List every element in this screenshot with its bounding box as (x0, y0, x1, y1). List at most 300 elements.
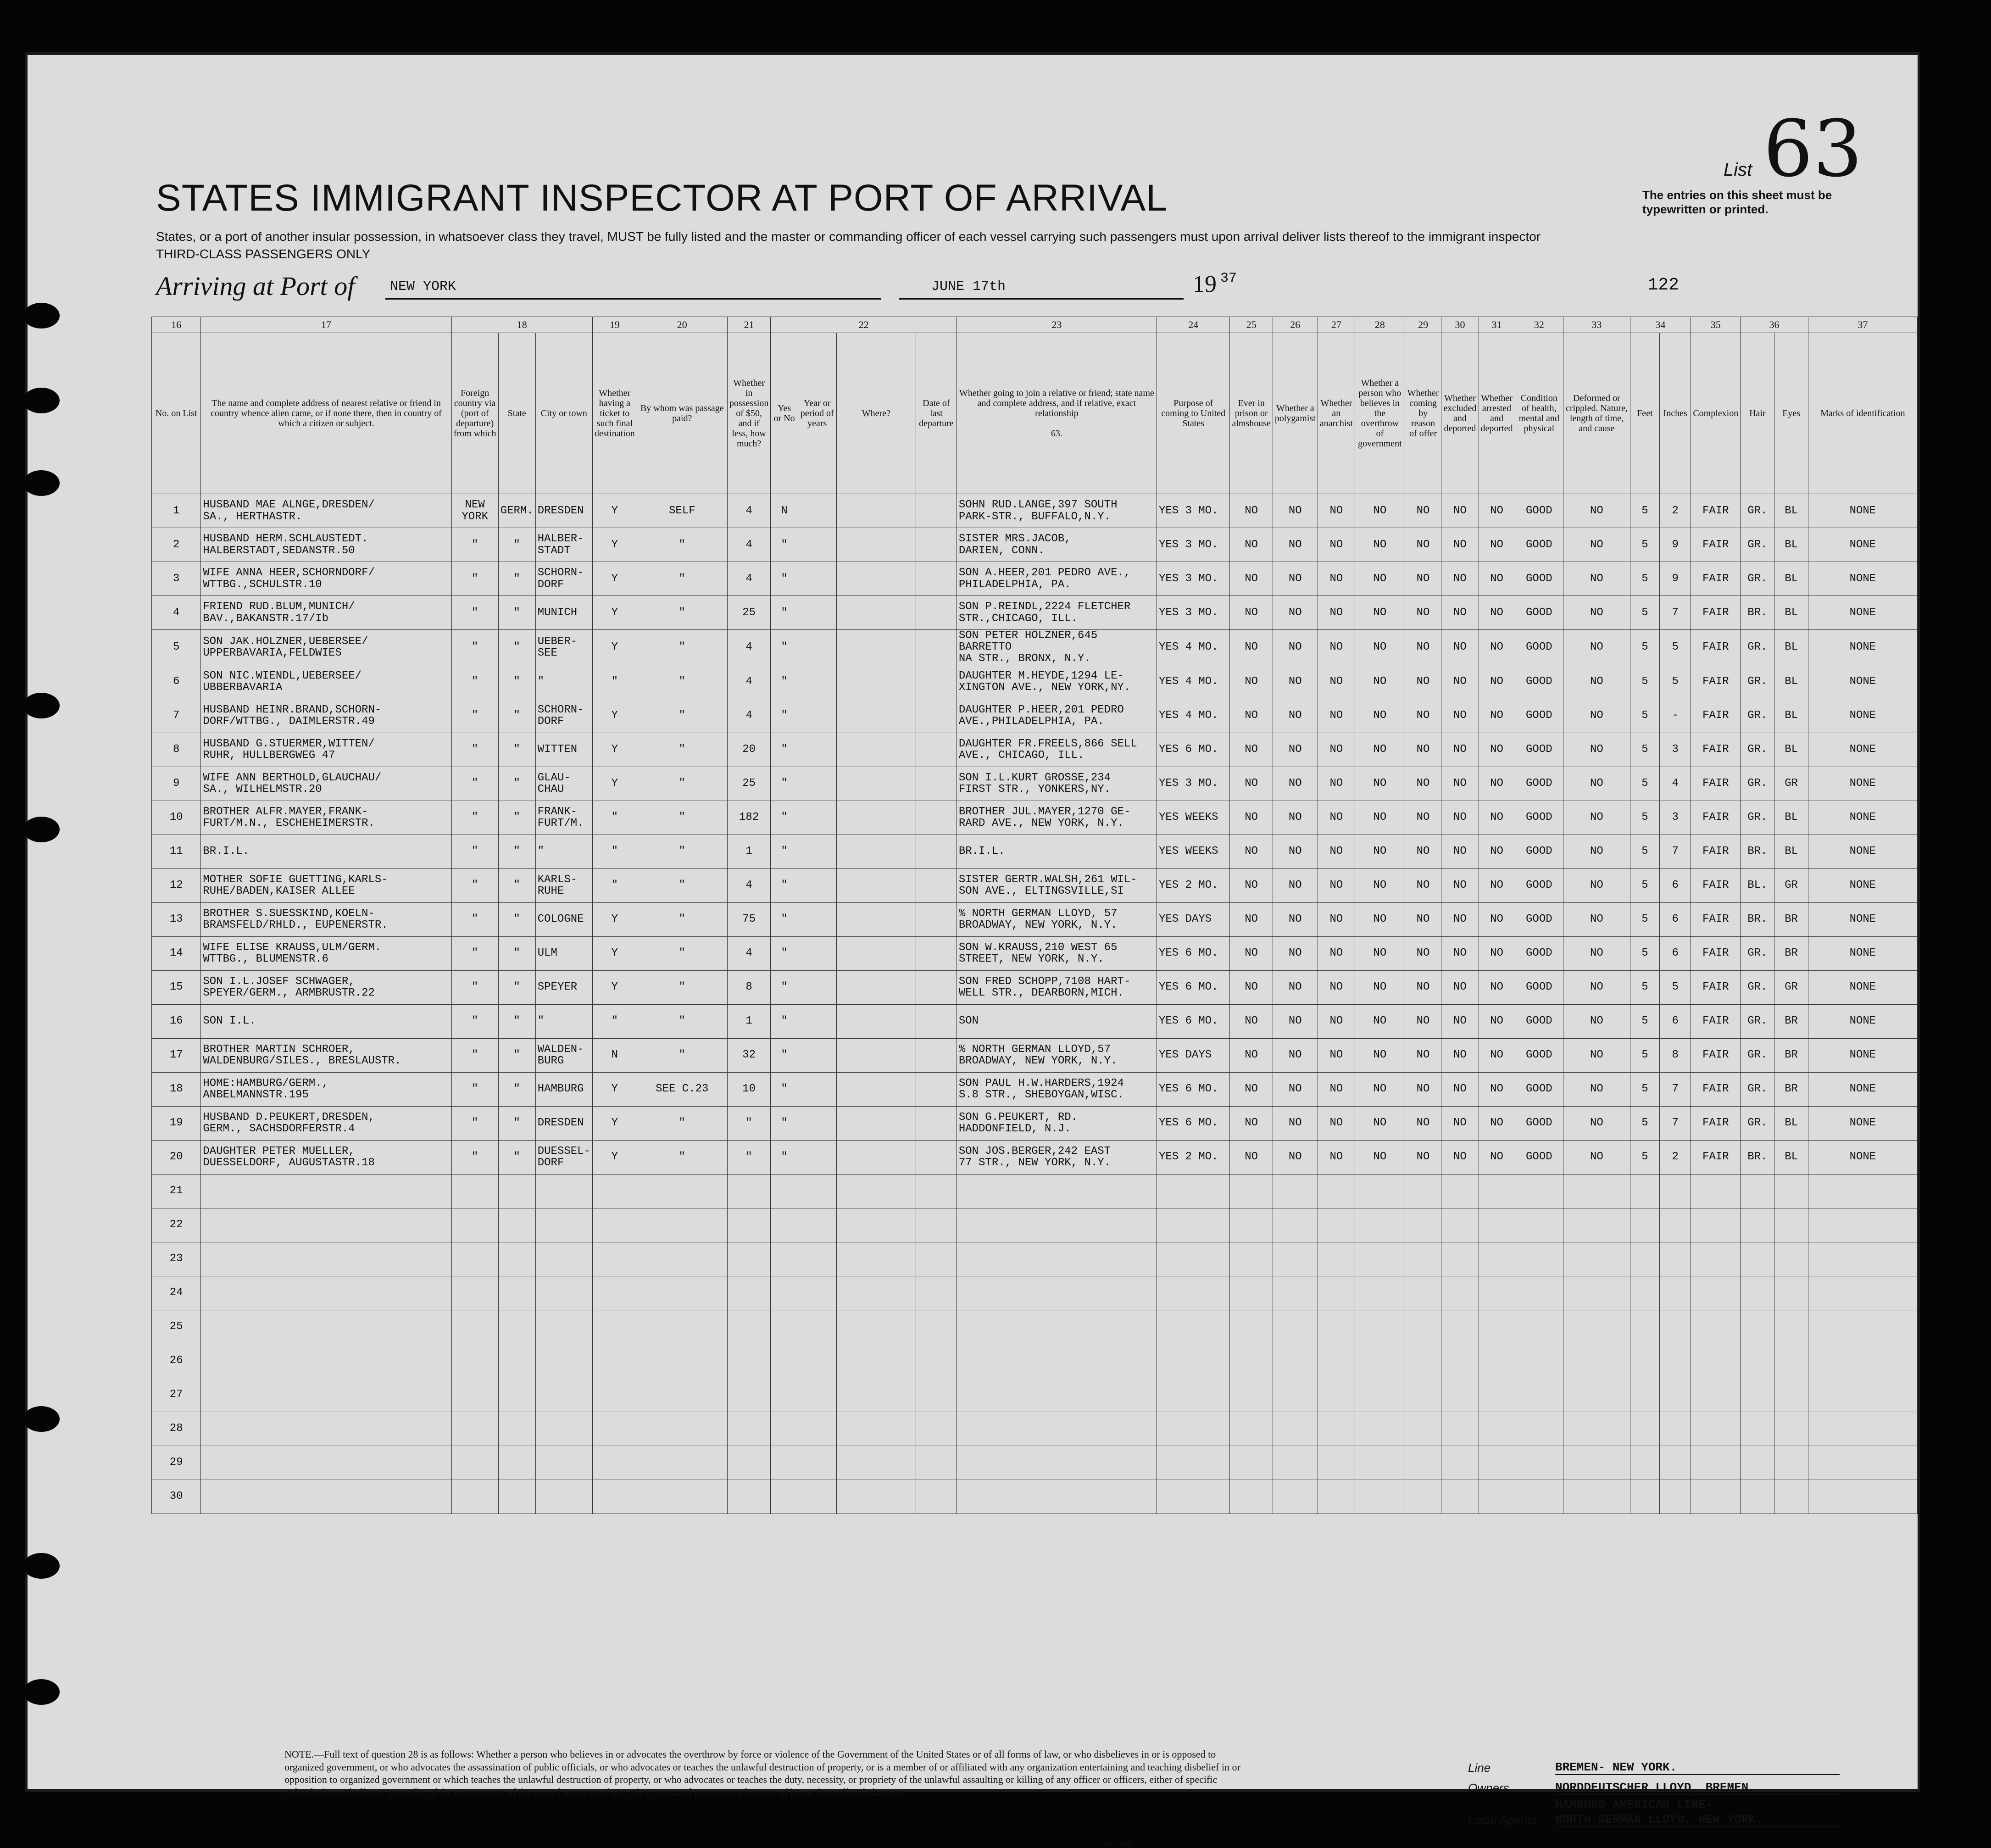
cell-v27: NO (1318, 1072, 1355, 1106)
header-foreign-country: Foreign country via (port of departure) from which (451, 333, 498, 494)
header-arrested: Whether arrested and deported (1479, 333, 1515, 494)
list-number-box (1642, 104, 1863, 217)
cell-empty (1441, 1344, 1479, 1378)
footnote-question-28: NOTE.—Full text of question 28 is as follows: Whether a person who believes in or advocates the overthrow by force or violence of the Government of the United States or of all forms of law, or who disbelieves in or is opposed to organized government, or who advocates the assassination of public officials, or who advocates or teaches the unlawful destruction of property, or is a member of or affiliated with any organization entertaining and teaching disbelief in or opposition to organized government or which teaches the unlawful destruction of property, or who advocates or teaches the duty, necessity, or propriety of the unlawful assaulting or killing of any officer or officers, either of specific individuals or of officers generally, of the Government of the United States or of any other organized government because of his or their official character. (284, 1748, 1240, 1798)
cell-empty (1563, 1412, 1630, 1446)
cell-empty (592, 1344, 637, 1378)
cell-paid: " (637, 562, 727, 596)
cell-empty (535, 1310, 592, 1344)
cell-empty (1563, 1480, 1630, 1514)
cell-no: 14 (152, 936, 201, 970)
table-row (152, 1004, 1918, 1038)
cell-empty (798, 528, 836, 562)
cell-ticket: Y (592, 562, 637, 596)
cell-empty (201, 1344, 451, 1378)
cell-eyes: GR (1774, 868, 1808, 902)
colnum: 16 (152, 317, 201, 333)
cell-v31: NO (1479, 801, 1515, 835)
colnum: 34 (1630, 317, 1691, 333)
cell-inches: 2 (1660, 494, 1691, 528)
cell-no: 5 (152, 630, 201, 665)
cell-city: SCHORN- DORF (535, 699, 592, 733)
table-row-empty (152, 1412, 1918, 1446)
year-suffix: 37 (1220, 271, 1237, 286)
cell-before: " (771, 733, 798, 767)
cell-empty (498, 1242, 535, 1276)
colnum: 25 (1230, 317, 1273, 333)
cell-empty (836, 970, 916, 1004)
cell-empty (1691, 1174, 1741, 1208)
cell-no: 12 (152, 868, 201, 902)
cell-no: 28 (152, 1412, 201, 1446)
cell-empty (836, 1004, 916, 1038)
cell-money: 4 (727, 665, 771, 699)
cell-empty (1441, 1412, 1479, 1446)
cell-empty (798, 936, 836, 970)
cell-no: 22 (152, 1208, 201, 1242)
cell-complexion: FAIR (1691, 1106, 1741, 1140)
cell-v26: NO (1273, 630, 1318, 665)
cell-city: " (535, 665, 592, 699)
header-prison: Ever in prison or almshouse (1230, 333, 1273, 494)
colnum: 23 (957, 317, 1157, 333)
cell-empty (1630, 1242, 1659, 1276)
cell-empty (916, 1344, 957, 1378)
cell-empty (1355, 1208, 1405, 1242)
cell-empty (1741, 1310, 1774, 1344)
cell-foreign: " (451, 1004, 498, 1038)
manifest-rows (152, 494, 1918, 1514)
cell-joining: % NORTH GERMAN LLOYD, 57 BROADWAY, NEW YORK, N.Y. (957, 902, 1157, 936)
cell-empty (1318, 1310, 1355, 1344)
cell-v25: NO (1230, 733, 1273, 767)
cell-empty (1741, 1412, 1774, 1446)
table-row-empty (152, 1344, 1918, 1378)
cell-empty (916, 733, 957, 767)
cell-joining: SISTER GERTR.WALSH,261 WIL- SON AVE., ELTINGSVILLE,SI (957, 868, 1157, 902)
cell-v31: NO (1479, 630, 1515, 665)
cell-v28: NO (1355, 1140, 1405, 1174)
cell-empty (1515, 1208, 1563, 1242)
cell-empty (916, 1004, 957, 1038)
cell-relative: BR.I.L. (201, 835, 451, 868)
cell-relative: WIFE ANN BERTHOLD,GLAUCHAU/ SA., WILHELMSTR.20 (201, 767, 451, 801)
table-row (152, 1038, 1918, 1072)
table-row-empty (152, 1276, 1918, 1310)
cell-v25: NO (1230, 936, 1273, 970)
cell-v25: NO (1230, 1140, 1273, 1174)
cell-purpose: YES 4 MO. (1157, 630, 1229, 665)
cell-no: 2 (152, 528, 201, 562)
cell-empty (1563, 1276, 1630, 1310)
cell-joining: SON P.REINDL,2224 FLETCHER STR.,CHICAGO, ILL. (957, 596, 1157, 630)
table-row (152, 596, 1918, 630)
cell-empty (1808, 1480, 1917, 1514)
cell-empty (498, 1208, 535, 1242)
cell-deformed: NO (1563, 733, 1630, 767)
cell-hair: BR. (1741, 596, 1774, 630)
cell-v30: NO (1441, 494, 1479, 528)
cell-joining: BROTHER JUL.MAYER,1270 GE- RARD AVE., NEW YORK, N.Y. (957, 801, 1157, 835)
binder-hole (23, 303, 60, 328)
cell-empty (1660, 1242, 1691, 1276)
cell-purpose: YES WEEKS (1157, 835, 1229, 868)
cell-v25: NO (1230, 665, 1273, 699)
colnum: 30 (1441, 317, 1479, 333)
cell-money: 4 (727, 936, 771, 970)
cell-empty (592, 1378, 637, 1412)
cell-v29: NO (1405, 528, 1441, 562)
cell-feet: 5 (1630, 733, 1659, 767)
cell-empty (798, 1072, 836, 1106)
header-deformed: Deformed or crippled. Nature, length of time, and cause (1563, 333, 1630, 494)
cell-empty (637, 1412, 727, 1446)
cell-empty (836, 1208, 916, 1242)
cell-empty (1660, 1412, 1691, 1446)
cell-empty (798, 835, 836, 868)
cell-complexion: FAIR (1691, 733, 1741, 767)
header-before-date: Date of last departure (916, 333, 957, 494)
cell-empty (727, 1208, 771, 1242)
cell-v25: NO (1230, 902, 1273, 936)
cell-empty (1273, 1344, 1318, 1378)
cell-empty (1630, 1480, 1659, 1514)
cell-empty (592, 1446, 637, 1480)
cell-before: " (771, 1072, 798, 1106)
cell-empty (1479, 1174, 1515, 1208)
cell-v26: NO (1273, 868, 1318, 902)
cell-v26: NO (1273, 1106, 1318, 1140)
cell-health: GOOD (1515, 1106, 1563, 1140)
table-row (152, 902, 1918, 936)
cell-state: GERM. (498, 494, 535, 528)
cell-before: " (771, 835, 798, 868)
cell-purpose: YES 4 MO. (1157, 699, 1229, 733)
cell-v31: NO (1479, 494, 1515, 528)
cell-before: " (771, 936, 798, 970)
cell-v27: NO (1318, 562, 1355, 596)
cell-v28: NO (1355, 1004, 1405, 1038)
cell-health: GOOD (1515, 562, 1563, 596)
cell-marks: NONE (1808, 970, 1917, 1004)
cell-feet: 5 (1630, 596, 1659, 630)
cell-no: 3 (152, 562, 201, 596)
cell-empty (1741, 1242, 1774, 1276)
cell-hair: BR. (1741, 902, 1774, 936)
cell-money: 1 (727, 1004, 771, 1038)
cell-purpose: YES 3 MO. (1157, 528, 1229, 562)
cell-marks: NONE (1808, 1004, 1917, 1038)
cell-feet: 5 (1630, 902, 1659, 936)
cell-feet: 5 (1630, 1140, 1659, 1174)
cell-v26: NO (1273, 665, 1318, 699)
cell-empty (916, 801, 957, 835)
cell-city: DRESDEN (535, 1106, 592, 1140)
cell-empty (1157, 1412, 1229, 1446)
cell-empty (1273, 1378, 1318, 1412)
list-note: The entries on this sheet must be typewritten or printed. (1642, 188, 1832, 216)
cell-empty (727, 1480, 771, 1514)
cell-v25: NO (1230, 970, 1273, 1004)
cell-hair: GR. (1741, 630, 1774, 665)
page-title: STATES IMMIGRANT INSPECTOR AT PORT OF ARRIVAL (156, 177, 1168, 219)
cell-empty (727, 1242, 771, 1276)
cell-empty (798, 1038, 836, 1072)
cell-empty (957, 1412, 1157, 1446)
cell-empty (637, 1344, 727, 1378)
cell-empty (836, 1174, 916, 1208)
cell-empty (1691, 1208, 1741, 1242)
cell-no: 11 (152, 835, 201, 868)
cell-before: " (771, 528, 798, 562)
colnum: 35 (1691, 317, 1741, 333)
cell-empty (1318, 1412, 1355, 1446)
cell-v29: NO (1405, 868, 1441, 902)
cell-health: GOOD (1515, 665, 1563, 699)
cell-money: 4 (727, 630, 771, 665)
cell-v25: NO (1230, 1038, 1273, 1072)
table-row (152, 970, 1918, 1004)
colnum: 33 (1563, 317, 1630, 333)
cell-empty (1230, 1378, 1273, 1412)
cell-empty (916, 1208, 957, 1242)
cell-money: " (727, 1140, 771, 1174)
cell-joining: DAUGHTER FR.FREELS,866 SELL AVE., CHICAGO, ILL. (957, 733, 1157, 767)
date-underline (899, 298, 1184, 300)
cell-paid: " (637, 699, 727, 733)
cell-empty (1157, 1174, 1229, 1208)
cell-foreign: " (451, 1140, 498, 1174)
cell-empty (201, 1378, 451, 1412)
cell-hair: GR. (1741, 494, 1774, 528)
cell-empty (1479, 1276, 1515, 1310)
cell-v25: NO (1230, 868, 1273, 902)
cell-relative: WIFE ELISE KRAUSS,ULM/GERM. WTTBG., BLUMENSTR.6 (201, 936, 451, 970)
cell-empty (1157, 1310, 1229, 1344)
cell-relative: HOME:HAMBURG/GERM., ANBELMANNSTR.195 (201, 1072, 451, 1106)
cell-empty (798, 1208, 836, 1242)
cell-inches: 7 (1660, 1072, 1691, 1106)
cell-v29: NO (1405, 1072, 1441, 1106)
table-row (152, 1072, 1918, 1106)
cell-v26: NO (1273, 528, 1318, 562)
cell-joining: % NORTH GERMAN LLOYD,57 BROADWAY, NEW YORK, N.Y. (957, 1038, 1157, 1072)
cell-empty (727, 1276, 771, 1310)
cell-state: " (498, 835, 535, 868)
cell-empty (1479, 1412, 1515, 1446)
cell-state: " (498, 630, 535, 665)
header-health: Condition of health, mental and physical (1515, 333, 1563, 494)
cell-no: 25 (152, 1310, 201, 1344)
cell-state: " (498, 596, 535, 630)
cell-feet: 5 (1630, 1072, 1659, 1106)
cell-empty (798, 1004, 836, 1038)
cell-empty (727, 1446, 771, 1480)
cell-feet: 5 (1630, 801, 1659, 835)
colnum: 26 (1273, 317, 1318, 333)
cell-empty (916, 1378, 957, 1412)
cell-deformed: NO (1563, 801, 1630, 835)
cell-state: " (498, 1072, 535, 1106)
cell-before: " (771, 1140, 798, 1174)
header-joining: Whether going to join a relative or friend; state name and complete address, and if relative, exact relationship 63. (957, 333, 1157, 494)
cell-v30: NO (1441, 528, 1479, 562)
cell-empty (1741, 1378, 1774, 1412)
cell-empty (1808, 1310, 1917, 1344)
cell-v28: NO (1355, 665, 1405, 699)
cell-complexion: FAIR (1691, 1072, 1741, 1106)
cell-v30: NO (1441, 630, 1479, 665)
cell-money: 20 (727, 733, 771, 767)
header-class: THIRD-CLASS PASSENGERS ONLY (156, 247, 371, 261)
cell-eyes: GR (1774, 767, 1808, 801)
cell-ticket: " (592, 868, 637, 902)
cell-empty (592, 1276, 637, 1310)
cell-empty (637, 1276, 727, 1310)
cell-ticket: Y (592, 1106, 637, 1140)
header-height-feet: Feet (1630, 333, 1659, 494)
column-header-row (152, 333, 1918, 494)
cell-empty (836, 1140, 916, 1174)
cell-empty (1318, 1242, 1355, 1276)
cell-marks: NONE (1808, 528, 1917, 562)
cell-empty (836, 596, 916, 630)
cell-city: SCHORN- DORF (535, 562, 592, 596)
cell-paid: " (637, 970, 727, 1004)
cell-hair: BL. (1741, 868, 1774, 902)
cell-v30: NO (1441, 767, 1479, 801)
cell-empty (771, 1480, 798, 1514)
cell-v31: NO (1479, 970, 1515, 1004)
cell-empty (798, 596, 836, 630)
cell-empty (451, 1412, 498, 1446)
cell-marks: NONE (1808, 1072, 1917, 1106)
cell-purpose: YES 6 MO. (1157, 970, 1229, 1004)
cell-foreign: " (451, 699, 498, 733)
cell-health: GOOD (1515, 970, 1563, 1004)
cell-paid: " (637, 665, 727, 699)
cell-empty (836, 1446, 916, 1480)
cell-empty (1355, 1412, 1405, 1446)
cell-empty (1660, 1344, 1691, 1378)
cell-empty (1441, 1480, 1479, 1514)
cell-health: GOOD (1515, 630, 1563, 665)
cell-empty (916, 494, 957, 528)
cell-empty (1630, 1378, 1659, 1412)
cell-health: GOOD (1515, 1004, 1563, 1038)
cell-ticket: Y (592, 1072, 637, 1106)
cell-empty (1479, 1344, 1515, 1378)
cell-empty (1630, 1174, 1659, 1208)
cell-empty (201, 1480, 451, 1514)
colnum: 32 (1515, 317, 1563, 333)
arriving-label: Arriving at Port of (156, 271, 355, 301)
cell-empty (836, 868, 916, 902)
cell-empty (836, 665, 916, 699)
cell-empty (916, 1140, 957, 1174)
cell-v29: NO (1405, 699, 1441, 733)
cell-before: " (771, 562, 798, 596)
cell-v31: NO (1479, 528, 1515, 562)
cell-empty (957, 1242, 1157, 1276)
colnum: 28 (1355, 317, 1405, 333)
cell-eyes: BL (1774, 596, 1808, 630)
cell-foreign: " (451, 665, 498, 699)
cell-purpose: YES 2 MO. (1157, 868, 1229, 902)
cell-feet: 5 (1630, 528, 1659, 562)
cell-relative: MOTHER SOFIE GUETTING,KARLS- RUHE/BADEN,KAISER ALLEE (201, 868, 451, 902)
cell-empty (916, 1072, 957, 1106)
cell-complexion: FAIR (1691, 936, 1741, 970)
cell-state: " (498, 1106, 535, 1140)
cell-empty (1157, 1208, 1229, 1242)
table-row (152, 767, 1918, 801)
cell-empty (1441, 1446, 1479, 1480)
cell-eyes: BL (1774, 630, 1808, 665)
cell-empty (1741, 1344, 1774, 1378)
page-number: 122 (1647, 275, 1679, 295)
cell-deformed: NO (1563, 1004, 1630, 1038)
cell-inches: 3 (1660, 733, 1691, 767)
cell-inches: 6 (1660, 868, 1691, 902)
cell-v27: NO (1318, 733, 1355, 767)
cell-v28: NO (1355, 528, 1405, 562)
cell-empty (916, 1106, 957, 1140)
cell-empty (798, 1276, 836, 1310)
cell-city: COLOGNE (535, 902, 592, 936)
cell-empty (1515, 1446, 1563, 1480)
cell-deformed: NO (1563, 936, 1630, 970)
cell-empty (1405, 1378, 1441, 1412)
cell-empty (201, 1208, 451, 1242)
cell-v28: NO (1355, 767, 1405, 801)
table-row (152, 835, 1918, 868)
cell-relative: BROTHER MARTIN SCHROER, WALDENBURG/SILES., BRESLAUSTR. (201, 1038, 451, 1072)
cell-empty (201, 1310, 451, 1344)
cell-money: 4 (727, 494, 771, 528)
cell-v28: NO (1355, 970, 1405, 1004)
cell-joining: SON W.KRAUSS,210 WEST 65 STREET, NEW YORK, N.Y. (957, 936, 1157, 970)
cell-city: " (535, 1004, 592, 1038)
cell-empty (1774, 1174, 1808, 1208)
cell-complexion: FAIR (1691, 1140, 1741, 1174)
cell-empty (1405, 1412, 1441, 1446)
cell-empty (771, 1276, 798, 1310)
cell-money: 4 (727, 699, 771, 733)
cell-eyes: BR (1774, 1072, 1808, 1106)
cell-ticket: Y (592, 936, 637, 970)
cell-eyes: BL (1774, 733, 1808, 767)
cell-empty (771, 1446, 798, 1480)
cell-v29: NO (1405, 902, 1441, 936)
cell-empty (1157, 1344, 1229, 1378)
cell-v31: NO (1479, 1140, 1515, 1174)
cell-v27: NO (1318, 835, 1355, 868)
cell-empty (1479, 1446, 1515, 1480)
cell-deformed: NO (1563, 665, 1630, 699)
cell-empty (1630, 1412, 1659, 1446)
cell-joining: DAUGHTER P.HEER,201 PEDRO AVE.,PHILADELPHIA, PA. (957, 699, 1157, 733)
cell-city: HALBER- STADT (535, 528, 592, 562)
cell-health: GOOD (1515, 936, 1563, 970)
cell-paid: SELF (637, 494, 727, 528)
cell-marks: NONE (1808, 699, 1917, 733)
cell-ticket: " (592, 1004, 637, 1038)
cell-empty (836, 494, 916, 528)
cell-empty (836, 801, 916, 835)
cell-eyes: BR (1774, 1038, 1808, 1072)
cell-deformed: NO (1563, 1140, 1630, 1174)
